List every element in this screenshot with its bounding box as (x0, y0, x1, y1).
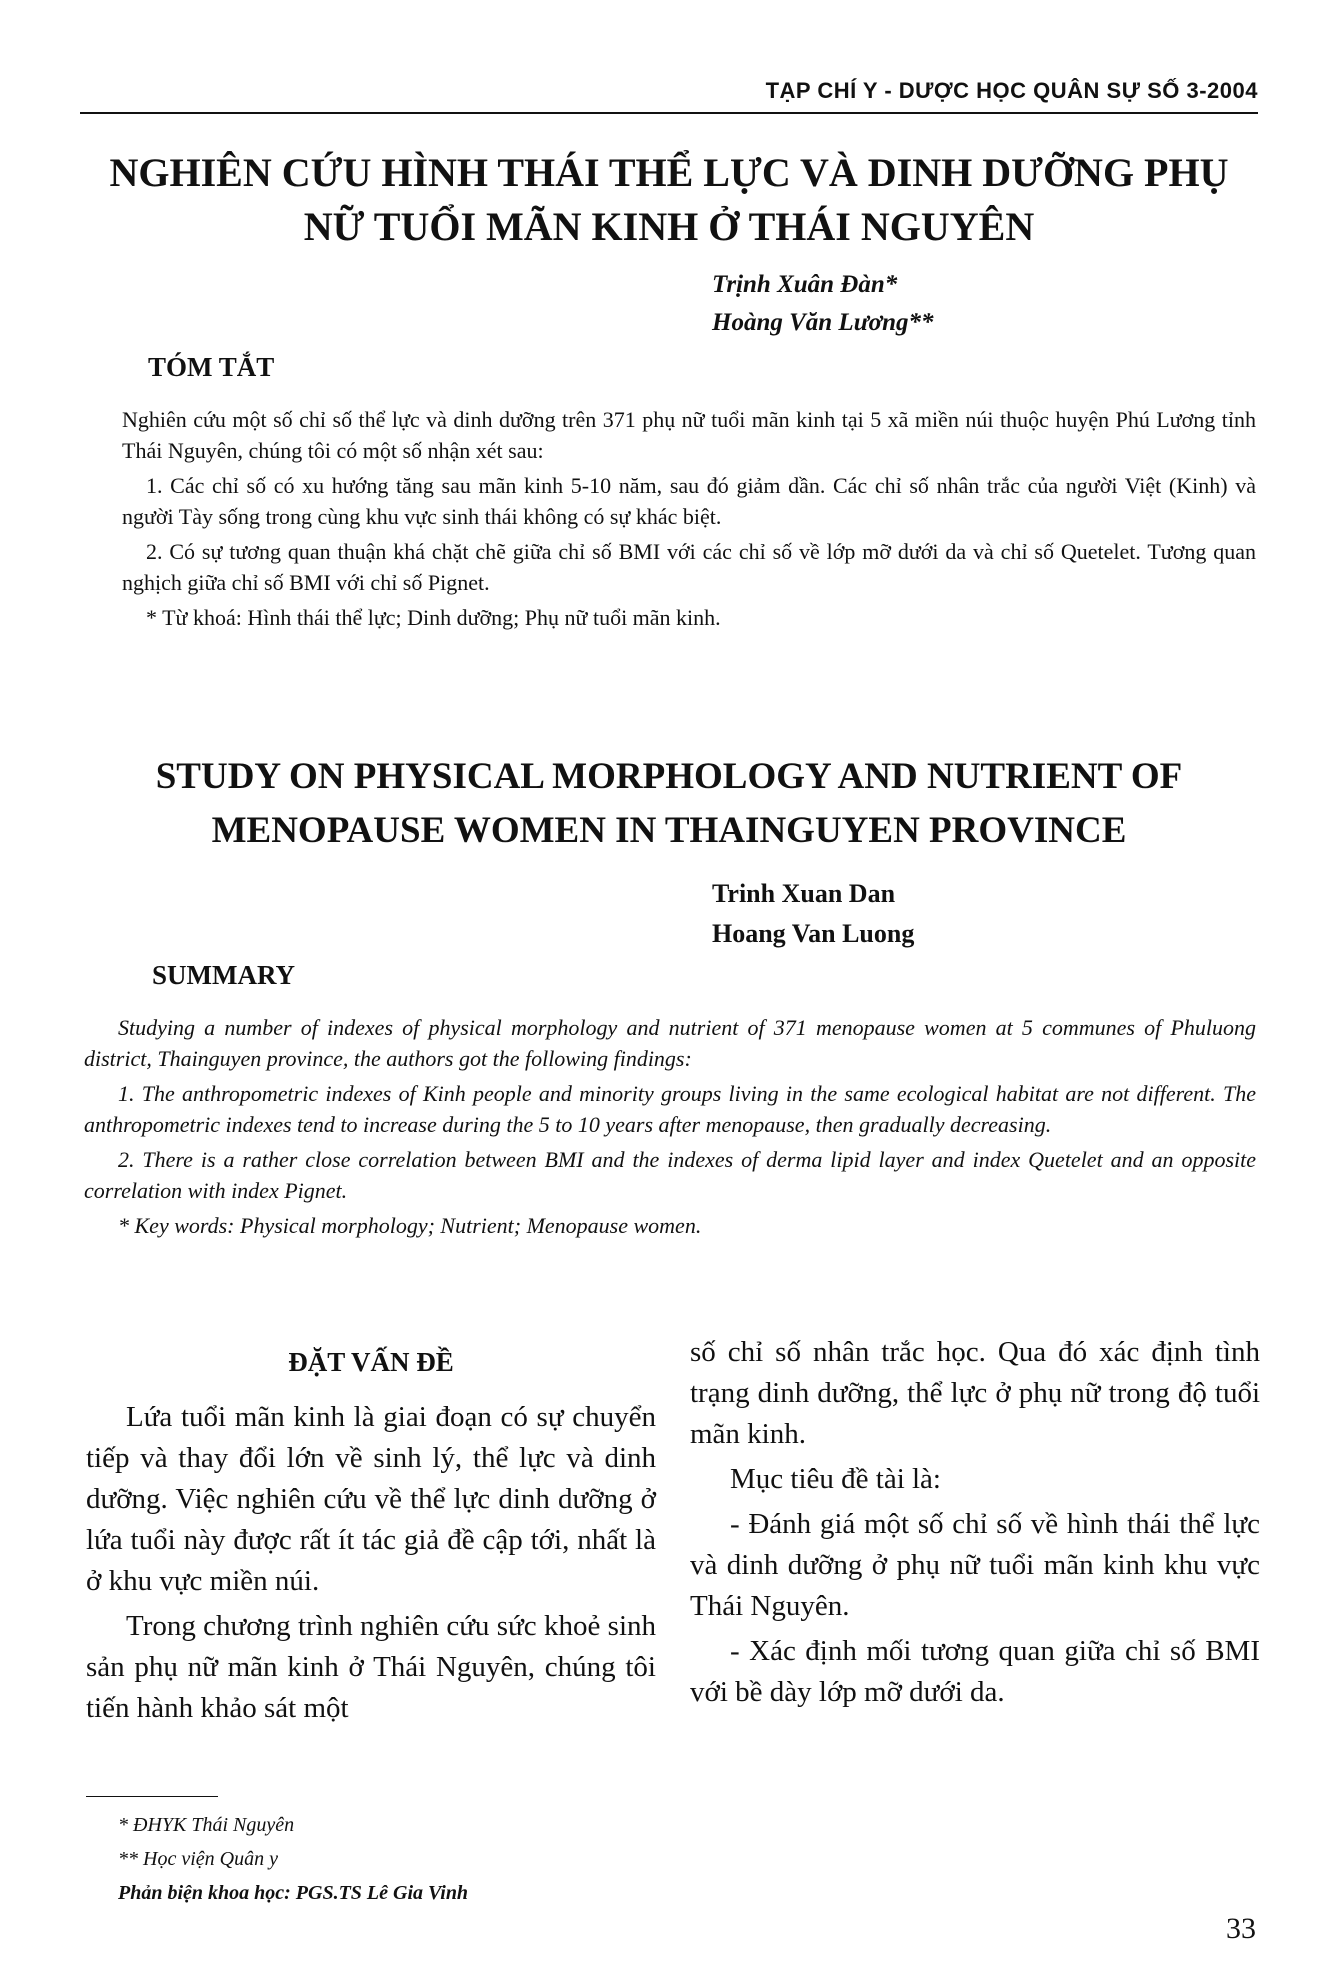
abstract-vn-paragraph: 2. Có sự tương quan thuận khá chặt chẽ giữa chỉ số BMI với các chỉ số về lớp mỡ dưới da và chỉ số Quetelet. Tương quan nghịch giữa chỉ số BMI với chỉ số Pignet. (122, 539, 1256, 595)
author-1-vn: Trịnh Xuân Đàn* (712, 271, 898, 298)
author-2-en: Hoang Van Luong (712, 919, 915, 948)
body-paragraph: Lứa tuổi mãn kinh là giai đoạn có sự chuyển tiếp và thay đổi lớn về sinh lý, thể lực và dinh dưỡng. Việc nghiên cứu về thể lực dinh dưỡng ở lứa tuổi này được rất ít tác giả đề cập tới, nhất là ở khu vực miền núi. (86, 1401, 656, 1597)
body-column-left (86, 1332, 656, 1733)
body-paragraph: Mục tiêu đề tài là: (730, 1463, 941, 1495)
author-1-en: Trinh Xuan Dan (712, 879, 896, 908)
abstract-en-paragraph: 1. The anthropometric indexes of Kinh people and minority groups living in the same ecological habitat are not different. The anthropometric indexes tend to increase during the 5 to 10 years after menopause, then gradually decreasing. (84, 1081, 1256, 1137)
authors-english (712, 874, 914, 954)
body-paragraph: - Xác định mối tương quan giữa chỉ số BMI với bề dày lớp mỡ dưới da. (690, 1635, 1260, 1708)
page-number: 33 (1226, 1912, 1256, 1945)
abstract-en-paragraph: 2. There is a rather close correlation between BMI and the indexes of derma lipid layer and index Quetelet and an opposite correlation with index Pignet. (84, 1147, 1256, 1203)
heading-tomtat: TÓM TẮT (148, 352, 275, 382)
section-heading: ĐẶT VẤN ĐỀ (288, 1347, 454, 1377)
body-column-right (690, 1332, 1260, 1717)
footnote-affiliation-2: ** Học viện Quân y (118, 1848, 278, 1870)
abstract-vietnamese (122, 404, 1256, 637)
footnote-reviewer: Phản biện khoa học: PGS.TS Lê Gia Vinh (118, 1882, 469, 1904)
footnote-rule (86, 1796, 218, 1797)
abstract-vn-paragraph: Nghiên cứu một số chỉ số thể lực và dinh dưỡng trên 371 phụ nữ tuổi mãn kinh tại 5 xã miền núi thuộc huyện Phú Lương tỉnh Thái Nguyên, chúng tôi có một số nhận xét sau: (122, 407, 1256, 463)
body-paragraph: Trong chương trình nghiên cứu sức khoẻ sinh sản phụ nữ mãn kinh ở Thái Nguyên, chúng tôi tiến hành khảo sát một (86, 1610, 656, 1724)
title-vietnamese: NGHIÊN CỨU HÌNH THÁI THỂ LỰC VÀ DINH DƯỠNG PHỤ NỮ TUỔI MÃN KINH Ở THÁI NGUYÊN (109, 150, 1229, 249)
abstract-vn-paragraph: 1. Các chỉ số có xu hướng tăng sau mãn kinh 5-10 năm, sau đó giảm dần. Các chỉ số nhân trắc của người Việt (Kinh) và người Tày sống trong cùng khu vực sinh thái không có sự khác biệt. (122, 473, 1256, 529)
abstract-en-paragraph: Studying a number of indexes of physical morphology and nutrient of 371 menopause women at 5 communes of Phuluong district, Thainguyen province, the authors got the following findings: (84, 1015, 1256, 1071)
keywords-en: * Key words: Physical morphology; Nutrient; Menopause women. (118, 1213, 702, 1238)
header-rule (80, 112, 1258, 114)
author-2-vn: Hoàng Văn Lương** (712, 309, 934, 336)
title-english: STUDY ON PHYSICAL MORPHOLOGY AND NUTRIENT OF MENOPAUSE WOMEN IN THAINGUYEN PROVINCE (155, 756, 1183, 851)
abstract-english (84, 1012, 1256, 1245)
authors-vietnamese (712, 266, 934, 342)
running-head: TẠP CHÍ Y - DƯỢC HỌC QUÂN SỰ SỐ 3-2004 (765, 78, 1258, 103)
heading-summary: SUMMARY (152, 960, 296, 990)
body-paragraph: - Đánh giá một số chỉ số về hình thái thể lực và dinh dưỡng ở phụ nữ tuổi mãn kinh khu vực Thái Nguyên. (690, 1508, 1260, 1622)
footnote-affiliation-1: * ĐHYK Thái Nguyên (118, 1814, 295, 1836)
body-paragraph: số chỉ số nhân trắc học. Qua đó xác định tình trạng dinh dưỡng, thể lực ở phụ nữ trong độ tuổi mãn kinh. (690, 1336, 1260, 1450)
footnotes (118, 1808, 468, 1910)
keywords-vn: * Từ khoá: Hình thái thể lực; Dinh dưỡng; Phụ nữ tuổi mãn kinh. (146, 605, 721, 630)
